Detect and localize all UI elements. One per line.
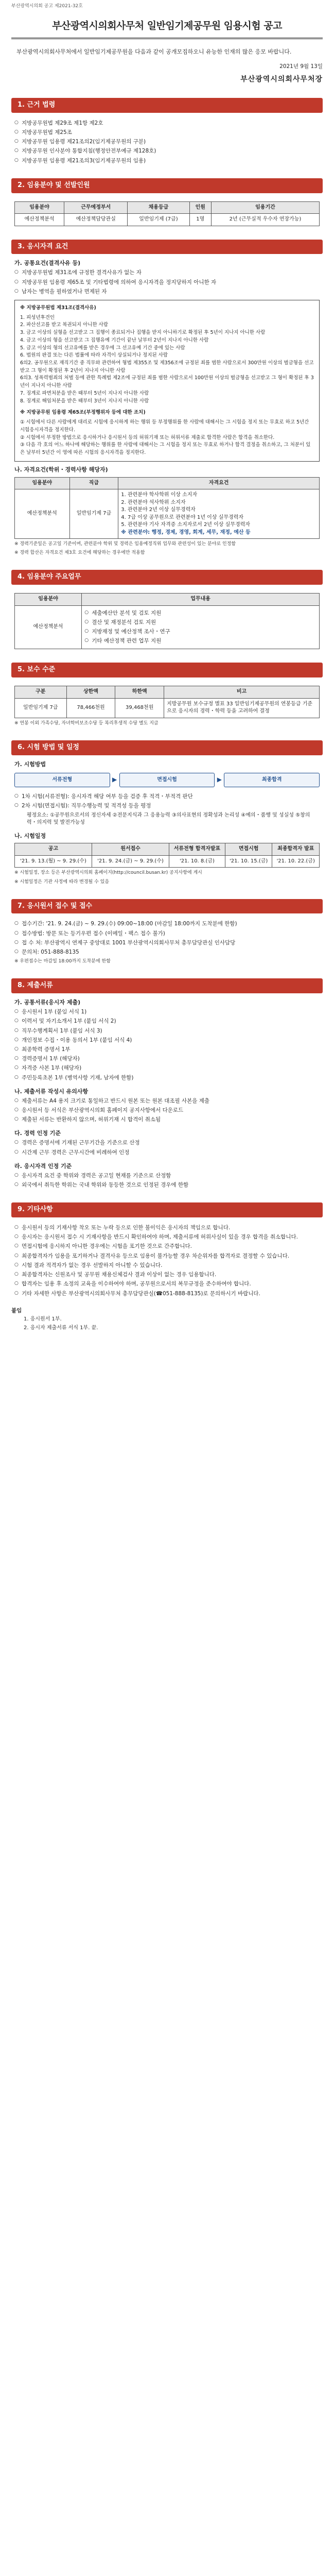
table-header: 인원 xyxy=(189,201,211,214)
box-line: 2. 파산선고를 받고 복권되지 아니한 사람 xyxy=(20,322,108,328)
document-item: ○ 경력증명서 1부 (해당자) xyxy=(14,1055,320,1063)
box-line: 3. 금고 이상의 실형을 선고받고 그 집행이 종료되거나 집행을 받지 아니하기로 확정된 후 5년이 지나지 아니한 사람 xyxy=(20,330,266,336)
related-fields: ※ 관련분야: 행정, 경제, 경영, 회계, 세무, 재정, 예산 등 xyxy=(121,529,251,535)
duty-item: ○ 기타 예산정책 관련 업무 지원 xyxy=(84,637,317,645)
subsection-title: 다. 경력 인정 기준 xyxy=(14,1130,61,1137)
application-item: ○ 접수방법: 방문 또는 등기우편 접수 (이메일・팩스 접수 불가) xyxy=(14,930,320,938)
legal-item: ○ 지방공무원법 제25조 xyxy=(14,129,320,137)
table-row xyxy=(15,698,320,718)
subsection-title: 라. 응시자격 인정 기준 xyxy=(14,1162,72,1170)
note: ※ 시험일정은 기관 사정에 따라 변경될 수 있음 xyxy=(14,879,110,885)
box-line: 7. 징계로 파면처분을 받은 때부터 5년이 지나지 아니한 사람 xyxy=(20,390,149,396)
table-header: 원서접수 xyxy=(92,843,169,856)
eligibility-item: ○ 지방공무원 임용령 제65조 및 기타법령에 의하여 응시자격을 정지당하지 아니한 자 xyxy=(14,279,320,286)
requirement-line: 4. 7급 이상 공무원으로 관련분야 1년 이상 실무경력자 xyxy=(121,514,243,520)
table-row xyxy=(15,855,320,868)
section-other-heading: 9. 기타사항 xyxy=(11,1202,323,1217)
requirement-line: 3. 관련분야 2년 이상 실무경력자 xyxy=(121,507,196,513)
section-other xyxy=(11,1217,323,1298)
box-line: 5. 금고 이상의 형의 선고유예를 받은 경우에 그 선고유예 기간 중에 있는 사람 xyxy=(20,345,185,351)
table-cell: 일반임기제 (7급) xyxy=(128,214,189,226)
other-item: ○ 응시원서 등의 기재사항 착오 또는 누락 등으로 인한 불이익은 응시자의 책임으로 합니다. xyxy=(14,1224,320,1232)
page-title: 부산광역시의회사무처 일반임기제공무원 임용시험 공고 xyxy=(11,19,323,39)
signer: 부산광역시의회사무처장 xyxy=(240,75,323,83)
table-header: 임용기간 xyxy=(211,201,319,214)
eligibility-item: ○ 지방공무원법 제31조에 규정한 결격사유가 없는 자 xyxy=(14,269,320,277)
legal-item: ○ 지방공무원 임용령 제21조의3(임기제공무원의 임용) xyxy=(14,157,320,165)
document-item: ○ 응시원서 1부 (붙임 서식 1) xyxy=(14,1008,320,1016)
box-line: 6의3. 성폭력범죄의 처벌 등에 관한 특례법 제2조에 규정된 죄를 범한 사람으로서 100만원 이상의 벌금형을 선고받고 그 형이 확정된 후 3년이 지나지 아니한 사람 xyxy=(20,375,314,389)
requirement-line: 5. 관련분야 기사 자격증 소지자로서 2년 이상 실무경력자 xyxy=(121,522,250,528)
other-item: ○ 시험 결과 적격자가 없는 경우 선발하지 아니할 수 있습니다. xyxy=(14,1262,320,1269)
table-header: 면접시험 xyxy=(225,843,272,856)
box-line: ③ 다음 각 호의 어느 하나에 해당하는 행위를 한 사람에 대해서는 그 시험을 정지 또는 무효로 하거나 합격 결정을 취소하고, 그 처분이 있은 날부터 5년간 이 영에 따른 시험의 응시자격을 정지한다. xyxy=(20,442,311,455)
flow-step: 서류전형 xyxy=(14,773,110,788)
duties-table xyxy=(14,593,320,649)
section-eligibility-heading: 3. 응시자격 요건 xyxy=(11,240,323,255)
document-item: ○ 직무수행계획서 1부 (붙임 서식 3) xyxy=(14,1027,320,1035)
subsection-title: 가. 공통서류(응시자 제출) xyxy=(14,999,81,1006)
table-row xyxy=(15,489,320,539)
document-item: ○ 응시원서 등 서식은 부산광역시의회 홈페이지 공지사항에서 다운로드 xyxy=(14,1107,320,1114)
document-item: ○ 응시자격 요건 중 학위와 경력은 공고일 현재를 기준으로 산정함 xyxy=(14,1172,320,1180)
requirement-line: 2. 관련분야 석사학위 소지자 xyxy=(121,499,186,505)
subsection-title: 가. 공통요건(결격사유 등) xyxy=(14,260,81,267)
section-application-heading: 7. 응시원서 접수 및 접수 xyxy=(11,899,323,914)
box-line: 4. 금고 이상의 형을 선고받고 그 집행유예 기간이 끝난 날부터 2년이 지나지 아니한 사람 xyxy=(20,337,209,343)
eligibility-item: ○ 남자는 병역을 필하였거나 면제된 자 xyxy=(14,288,320,296)
table-header: 채용등급 xyxy=(128,201,189,214)
schedule-table xyxy=(14,843,320,868)
section-positions-heading: 2. 임용분야 및 선발인원 xyxy=(11,178,323,193)
subsection-title: 가. 시험방법 xyxy=(14,760,46,768)
duty-item: ○ 결산 및 재정분석 검토 지원 xyxy=(84,619,317,626)
table-cell: '21. 10. 22.(금) xyxy=(272,855,320,868)
flow-step: 최종합격 xyxy=(224,773,320,788)
table-cell: 지방공무원 보수규정 별표 33 일반임기제공무원의 연봉등급 기준으로 응시자의 경력・학력 등을 고려하여 결정 xyxy=(164,698,320,718)
box-title: ※ 지방공무원법 제31조(결격사유) xyxy=(20,305,96,311)
box-title: ※ 지방공무원 임용령 제65조(부정행위자 등에 대한 조치) xyxy=(20,410,146,416)
other-item: ○ 합격자는 임용 후 소정의 교육을 이수하여야 하며, 공무원으로서의 복무규정을 준수하여야 합니다. xyxy=(14,1280,320,1288)
flow-step: 면접시험 xyxy=(119,773,215,788)
disqualification-box xyxy=(14,300,320,462)
salary-table xyxy=(14,686,320,718)
arrow-right-icon: ▶ xyxy=(112,776,117,784)
attachments xyxy=(11,1307,323,1332)
document-item: ○ 주민등록초본 1부 (병역사항 기재, 남자에 한함) xyxy=(14,1074,320,1082)
subsection-title: 나. 자격요건(학위・경력사항 해당자) xyxy=(14,466,108,473)
table-header: 하한액 xyxy=(115,686,164,699)
table-header: 상한액 xyxy=(66,686,115,699)
table-header: 구분 xyxy=(15,686,67,699)
table-header: 공고 xyxy=(15,843,92,856)
table-cell: 1명 xyxy=(189,214,211,226)
application-item: ○ 접 수 처: 부산광역시 연제구 중앙대로 1001 부산광역시의회사무처 총무담당관실 인사담당 xyxy=(14,939,320,947)
duty-item: ○ 지방재정 및 예산정책 조사・연구 xyxy=(84,628,317,636)
table-cell: 예산정책분석 xyxy=(15,214,64,226)
attachment-item: 1. 응시원서 1부. xyxy=(24,1316,62,1323)
table-cell: 일반임기제 7급 xyxy=(69,489,118,539)
exam-item: ○ 2차 시험(면접시험): 직무수행능력 및 적격성 등을 평정 xyxy=(14,802,320,810)
section-duties-heading: 4. 임용분야 주요업무 xyxy=(11,570,323,585)
requirement-line: 1. 관련분야 학사학위 이상 소지자 xyxy=(121,492,198,498)
table-header: 비고 xyxy=(164,686,320,699)
section-exam-heading: 6. 시험 방법 및 일정 xyxy=(11,740,323,755)
section-application xyxy=(11,913,323,965)
section-salary xyxy=(11,677,323,727)
legal-item: ○ 지방공무원 임용령 제21조의2(임기제공무원의 구분) xyxy=(14,138,320,146)
box-line: ② 시험에서 부정한 방법으로 응시하거나 응시원서 등의 허위기재 또는 허위서류 제출로 합격한 사람은 합격을 취소한다. xyxy=(20,434,275,440)
note: ※ 경력기준일은 공고일 기준이며, 관련분야 학위 및 경력은 임용예정직위 업무와 관련성이 있는 분야로 인정함 xyxy=(14,541,236,547)
document-item: ○ 자격증 사본 1부 (해당자) xyxy=(14,1064,320,1072)
table-cell: '21. 10. 8.(금) xyxy=(169,855,225,868)
table-header: 직급 xyxy=(69,477,118,489)
table-cell: '21. 10. 15.(금) xyxy=(225,855,272,868)
table-cell: 39,468천원 xyxy=(115,698,164,718)
table-header: 근무예정부서 xyxy=(64,201,128,214)
intro-paragraph: 부산광역시의회사무처에서 일반임기제공무원을 다음과 같이 공개모집하오니 유능한 인재의 많은 응모 바랍니다. xyxy=(16,48,292,55)
note: ※ 연봉 이외 가족수당, 자녀학비보조수당 등 복리후생적 수당 별도 지급 xyxy=(14,720,159,726)
table-cell: '21. 9. 24.(금) ~ 9. 29.(수) xyxy=(92,855,169,868)
exam-flow xyxy=(14,773,320,788)
table-cell xyxy=(118,489,320,539)
application-item: ○ 문의처: 051-888-8135 xyxy=(14,948,320,956)
table-cell: 예산정책담당관실 xyxy=(64,214,128,226)
box-line: 8. 징계로 해임처분을 받은 때부터 3년이 지나지 아니한 사람 xyxy=(20,398,149,404)
other-item: ○ 최종합격자가 임용을 포기하거나 결격사유 등으로 임용이 불가능할 경우 차순위자를 합격자로 결정할 수 있습니다. xyxy=(14,1252,320,1260)
document-item: ○ 제출서류는 A4 용지 크기로 통일하고 반드시 원본 또는 원본 대조필 사본을 제출 xyxy=(14,1097,320,1105)
section-legal-basis-heading: 1. 근거 법령 xyxy=(11,98,323,113)
exam-subitem: 평정요소: ①공무원으로서의 정신자세 ②전문지식과 그 응용능력 ③의사표현의 정확성과 논리성 ④예의・품행 및 성실성 ⑤창의력・의지력 및 발전가능성 xyxy=(27,812,310,826)
table-cell: 2년 (근무실적 우수자 연장가능) xyxy=(211,214,319,226)
section-documents xyxy=(11,993,323,1189)
table-header: 임용분야 xyxy=(15,594,82,606)
section-positions xyxy=(11,193,323,226)
table-header: 임용분야 xyxy=(15,477,70,489)
qualification-table xyxy=(14,477,320,539)
other-item: ○ 응시자는 응시원서 접수 시 기재사항을 반드시 확인하여야 하며, 제출서류에 허위사실이 있을 경우 합격을 취소합니다. xyxy=(14,1233,320,1241)
document-item: ○ 경력은 증명서에 기재된 근무기간을 기준으로 산정 xyxy=(14,1139,320,1147)
table-header: 업무내용 xyxy=(82,594,320,606)
section-salary-heading: 5. 보수 수준 xyxy=(11,663,323,677)
notice-date: 2021년 9월 13일 xyxy=(279,63,323,70)
table-header: 서류전형 합격자발표 xyxy=(169,843,225,856)
table-row xyxy=(15,605,320,649)
table-cell: '21. 9. 13.(월) ~ 9. 29.(수) xyxy=(15,855,92,868)
document-item: ○ 시간제 근무 경력은 근무시간에 비례하여 인정 xyxy=(14,1149,320,1157)
duty-item: ○ 세출예산안 분석 및 검토 지원 xyxy=(84,609,317,617)
table-cell: 일반임기제 7급 xyxy=(15,698,67,718)
other-item: ○ 기타 자세한 사항은 부산광역시의회사무처 총무담당관실(☎051-888-8135)로 문의하시기 바랍니다. xyxy=(14,1290,320,1298)
attachments-label: 붙임 xyxy=(11,1307,22,1314)
table-cell: 예산정책분석 xyxy=(15,605,82,649)
section-eligibility xyxy=(11,254,323,556)
table-cell: 78,466천원 xyxy=(66,698,115,718)
box-line: 1. 피성년후견인 xyxy=(20,314,55,320)
document-item: ○ 제출된 서류는 반환하지 않으며, 허위기재 시 합격이 취소됨 xyxy=(14,1116,320,1124)
other-item: ○ 최종합격자는 신원조사 및 공무원 채용신체검사 결과 이상이 없는 경우 임용합니다. xyxy=(14,1271,320,1279)
document-item: ○ 이력서 및 자기소개서 1부 (붙임 서식 2) xyxy=(14,1018,320,1025)
section-legal-basis xyxy=(11,113,323,165)
note: ※ 시험일정, 장소 등은 부산광역시의회 홈페이지(http://council.busan.kr) 공지사항에 게시 xyxy=(14,870,202,876)
table-header: 임용분야 xyxy=(15,201,64,214)
positions-table xyxy=(14,201,320,226)
legal-item: ○ 지방공무원 인사분야 통합지침(행정안전부예규 제128호) xyxy=(14,147,320,155)
table-cell xyxy=(82,605,320,649)
document-item: ○ 최종학력 증명서 1부 xyxy=(14,1046,320,1054)
document-item: ○ 외국에서 취득한 학위는 국내 학위와 동등한 것으로 인정된 경우에 한함 xyxy=(14,1181,320,1189)
note: ※ 우편접수는 마감일 18:00까지 도착분에 한함 xyxy=(14,959,111,964)
section-documents-heading: 8. 제출서류 xyxy=(11,978,323,993)
table-header: 자격요건 xyxy=(118,477,320,489)
exam-item: ○ 1차 시험(서류전형): 응시자격 해당 여부 등을 검증 후 적격・부적격 판단 xyxy=(14,793,320,801)
section-exam xyxy=(11,755,323,886)
box-line: 6. 법원의 판결 또는 다른 법률에 따라 자격이 상실되거나 정지된 사람 xyxy=(20,352,168,359)
document-item: ○ 개인정보 수집・이용 동의서 1부 (붙임 서식 4) xyxy=(14,1037,320,1044)
attachment-item: 2. 응시자 제출서류 서식 1부. 끝. xyxy=(24,1325,98,1331)
note: ※ 경력 합산은 자격요건 제3호 요건에 해당하는 경우에만 적용함 xyxy=(14,550,145,556)
other-item: ○ 면접시험에 응시하지 아니한 경우에는 시험을 포기한 것으로 간주합니다. xyxy=(14,1243,320,1250)
legal-item: ○ 지방공무원법 제29조 제1항 제2호 xyxy=(14,120,320,127)
subsection-title: 나. 제출서류 작성시 유의사항 xyxy=(14,1088,89,1095)
section-duties xyxy=(11,585,323,649)
arrow-right-icon: ▶ xyxy=(217,776,222,784)
notice-id: 부산광역시의회 공고 제2021-32호 xyxy=(11,4,83,9)
box-line: ① 시험에서 다른 사람에게 대리로 시험에 응시하게 하는 행위 등 부정행위를 한 사람에 대해서는 그 시험을 정지 또는 무효로 하고 5년간 시험응시자격을 정지한다. xyxy=(20,419,309,433)
table-row xyxy=(15,214,320,226)
subsection-title: 나. 시험일정 xyxy=(14,832,46,839)
box-line: 6의2. 공무원으로 재직기간 중 직무와 관련하여 형법 제355조 및 제356조에 규정된 죄를 범한 사람으로서 300만원 이상의 벌금형을 선고받고 그 형이 확정된 후 2년이 지나지 아니한 사람 xyxy=(20,360,314,374)
table-header: 최종합격자 발표 xyxy=(272,843,320,856)
application-item: ○ 접수기간: '21. 9. 24.(금) ~ 9. 29.(수) 09:00~18:00 (마감일 18:00까지 도착분에 한함) xyxy=(14,920,320,928)
table-cell: 예산정책분석 xyxy=(15,489,70,539)
